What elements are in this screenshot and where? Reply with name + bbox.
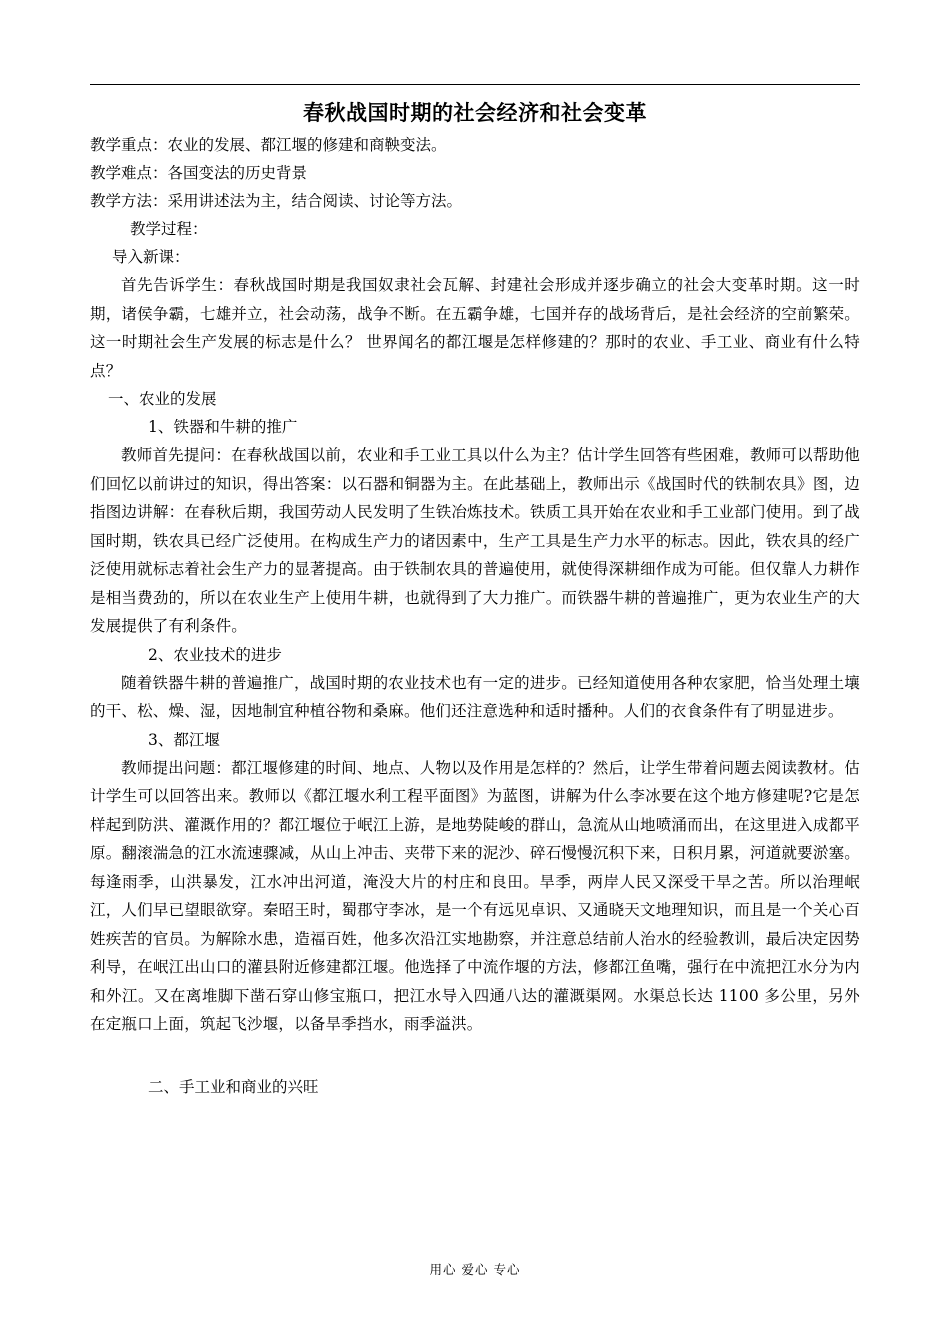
sub1-paragraph: 教师首先提问：在春秋战国以前，农业和手工业工具以什么为主？估计学生回答有些困难，教师可以帮助他们回忆以前讲过的知识，得出答案：以石器和铜器为主。在此基础上，教师出示《战国时代的铁制农具》图，边指图边讲解：在春秋后期，我国劳动人民发明了生铁冶炼技术。铁质工具开始在农业和手工业部门使用。到了战国时期，铁农具已经广泛使用。在构成生产力的诸因素中，生产工具是生产力水平的标志。因此，铁农具的经广泛使用就标志着社会生产力的显著提高。由于铁制农具的普遍使用，就使得深耕细作成为可能。但仅靠人力耕作是相当费劲的，所以在农业生产上使用牛耕，也就得到了大力推广。而铁器牛耕的普遍推广，更为农业生产的大发展提供了有利条件。 [90, 446, 860, 635]
sub2-heading: 2、农业技术的进步 [148, 645, 282, 664]
teaching-difficulty: 教学难点：各国变法的历史背景 [90, 164, 308, 182]
intro-heading: 导入新课： [112, 248, 190, 266]
page-footer: 用心 爱心 专心 [429, 1262, 521, 1277]
intro-paragraph: 首先告诉学生：春秋战国时期是我国奴隶社会瓦解、封建社会形成并逐步确立的社会大变革时期。这一时期，诸侯争霸，七雄并立，社会动荡，战争不断。在五霸争雄，七国并存的战场背后，是社会经济的空前繁荣。这一时期社会生产发展的标志是什么？ 世界闻名的都江堰是怎样修建的？那时的农业、手工业、商业有什么特点？ [90, 276, 860, 380]
sub1-heading: 1、铁器和牛耕的推广 [148, 418, 298, 436]
section2-heading: 二、手工业和商业的兴旺 [148, 1077, 319, 1096]
teaching-focus: 教学重点：农业的发展、都江堰的修建和商鞅变法。 [90, 136, 447, 154]
sub2-paragraph: 随着铁器牛耕的普遍推广，战国时期的农业技术也有一定的进步。已经知道使用各种农家肥，恰当处理土壤的干、松、燥、湿，因地制宜种植谷物和桑麻。他们还注意选种和适时播种。人们的衣食条件有了明显进步。 [90, 673, 860, 720]
teaching-process-label: 教学过程： [130, 220, 208, 238]
sub3-heading: 3、都江堰 [148, 730, 220, 749]
header-rule [90, 84, 860, 85]
document-title: 春秋战国时期的社会经济和社会变革 [303, 100, 647, 125]
teaching-method: 教学方法：采用讲述法为主，结合阅读、讨论等方法。 [90, 192, 463, 210]
section1-heading: 一、农业的发展 [108, 390, 217, 408]
document-page [90, 84, 860, 1101]
sub3-paragraph: 教师提出问题：都江堰修建的时间、地点、人物以及作用是怎样的？然后，让学生带着问题去阅读教材。估计学生可以回答出来。教师以《都江堰水利工程平面图》为蓝图，讲解为什么李冰要在这个地方修建呢?它是怎样起到防洪、灌溉作用的？都江堰位于岷江上游，是地势陡峻的群山，急流从山地喷涌而出，在这里进入成都平原。翻滚湍急的江水流速骤减，从山上冲击、夹带下来的泥沙、碎石慢慢沉积下来，日积月累，河道就要淤塞。每逢雨季，山洪暴发，江水冲出河道，淹没大片的村庄和良田。旱季，两岸人民又深受干旱之苦。所以治理岷江，人们早已望眼欲穿。秦昭王时，蜀郡守李冰，是一个有远见卓识、又通晓天文地理知识，而且是一个关心百姓疾苦的官员。为解除水患，造福百姓，他多次沿江实地勘察，并注意总结前人治水的经验教训，最后决定因势利导，在岷江出山口的灌县附近修建都江堰。他选择了中流作堰的方法，修都江鱼嘴，强行在中流把江水分为内和外江。又在离堆脚下凿石穿山修宝瓶口，把江水导入四通八达的灌溉渠网。水渠总长达 1100 多公里，另外在定瓶口上面，筑起飞沙堰，以备旱季挡水，雨季溢洪。 [90, 758, 860, 1033]
section-gap [90, 1039, 860, 1073]
